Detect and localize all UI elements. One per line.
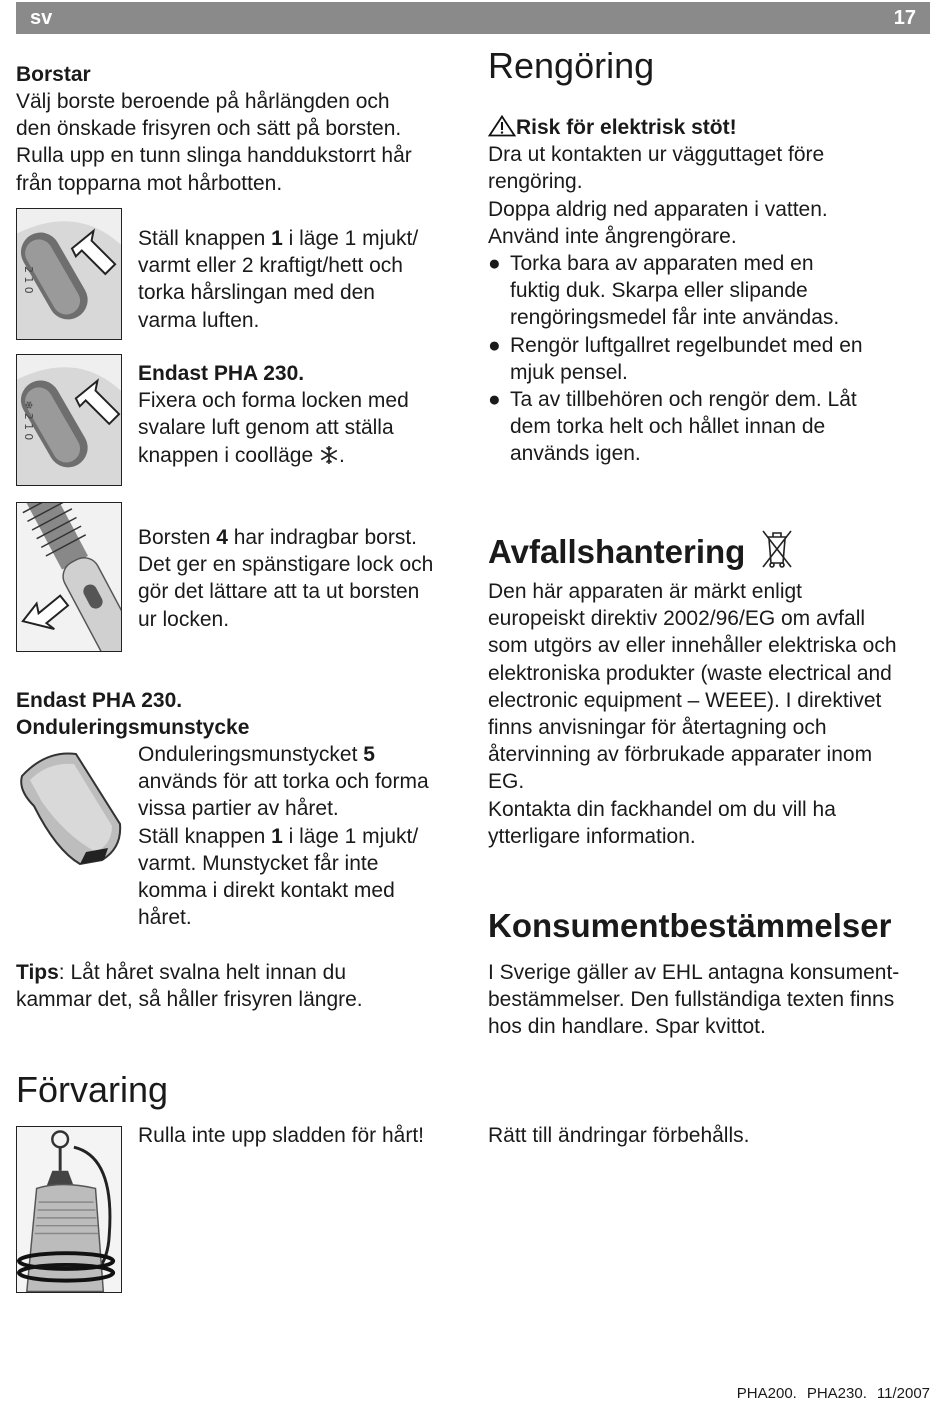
konsument-heading: Konsumentbestämmelser: [488, 907, 892, 944]
text-line: den önskade frisyren och sätt på borsten.: [16, 117, 402, 141]
text-line: Onduleringsmunstycke: [16, 716, 250, 740]
konsument-text: [488, 959, 899, 1041]
text-line: Kontakta din fackhandel om du vill ha: [488, 797, 836, 821]
text-line: finns anvisningar för återtagning och: [488, 716, 827, 740]
text-line: Välj borste beroende på hårlängden och: [16, 90, 390, 113]
page-number: 17: [893, 7, 916, 29]
text-line: I Sverige gäller av EHL antagna konsument-: [488, 961, 900, 984]
text-line: rengöring.: [488, 170, 583, 194]
text-line: varma luften.: [138, 308, 260, 332]
text-line: varmt eller 2 kraftigt/hett och: [138, 254, 403, 278]
warning-text: Risk för elektrisk stöt!: [516, 116, 737, 139]
list-item: [488, 386, 863, 468]
text-line: återvinning av förbrukade apparater inom: [488, 743, 873, 767]
warning-line: [488, 114, 863, 141]
text-line: gör det lättare att ta ut borsten: [138, 580, 420, 604]
text-line: Endast PHA 230.: [16, 689, 183, 712]
step-1-text: [138, 225, 418, 334]
text-span: Onduleringsmunstycket: [138, 743, 364, 766]
text-line: [138, 225, 418, 252]
snowflake-icon: [319, 445, 339, 465]
text-line: dem torka helt och hållet innan de: [510, 415, 826, 439]
reservation-text: Rätt till ändringar förbehålls.: [488, 1124, 750, 1147]
text-line: Använd inte ångrengörare.: [488, 224, 737, 248]
step-3-text: [138, 524, 433, 633]
text-line: Doppa aldrig ned apparaten i vatten.: [488, 197, 828, 221]
rengoring-heading: Rengöring: [488, 45, 655, 86]
language-code: sv: [30, 7, 53, 29]
storage-figure: [16, 1126, 122, 1293]
button-number: 1: [271, 227, 283, 250]
text-span: .: [338, 443, 345, 467]
svg-text:❄ 2 1 0: ❄ 2 1 0: [21, 400, 35, 441]
brush-number: 4: [216, 526, 228, 549]
warning-triangle-icon: [488, 115, 516, 137]
text-line: används för att torka och forma: [138, 770, 429, 794]
text-line: [138, 442, 409, 469]
forvaring-heading: Förvaring: [16, 1069, 169, 1110]
bullet-icon: ●: [488, 252, 501, 276]
borstar-heading: Borstar: [16, 63, 91, 86]
print-date: 11/2007: [876, 1385, 930, 1402]
text-line: håret.: [138, 906, 192, 930]
switch-figure-2: [16, 354, 122, 486]
text-line: [138, 741, 429, 768]
step-2-title: Endast PHA 230.: [138, 362, 305, 385]
ondulering-heading: [16, 687, 249, 741]
text-line: ytterligare information.: [488, 824, 696, 848]
text-line: svalare luft genom att ställa: [138, 416, 394, 440]
nozzle-figure: [16, 740, 128, 866]
text-line: bestämmelser. Den fullständiga texten finns: [488, 988, 895, 1012]
ondulering-text: [138, 741, 429, 931]
avfall-text: [488, 578, 897, 850]
text-line: Torka bara av apparaten med en: [510, 252, 814, 276]
text-line: varmt. Munstycket får inte: [138, 851, 379, 875]
text-line: kammar det, så håller frisyren längre.: [16, 988, 363, 1012]
text-span: knappen i coolläge: [138, 443, 319, 467]
tips-label: Tips: [16, 961, 59, 984]
text-span: i läge 1 mjukt/: [282, 227, 419, 250]
text-line: elektroniska produkter (waste electrical and: [488, 661, 892, 685]
text-span: i läge 1 mjukt/: [282, 824, 419, 848]
text-line: EG.: [488, 770, 525, 794]
switch-figure-1: [16, 208, 122, 340]
step-2-text: [138, 360, 409, 469]
model-code: PHA230.: [806, 1385, 867, 1402]
text-span: Ställ knappen: [138, 824, 272, 848]
avfall-heading: [488, 527, 795, 571]
rengoring-text: [488, 114, 863, 468]
text-line: ur locken.: [138, 607, 230, 631]
model-code: PHA200.: [736, 1385, 797, 1402]
text-span: har indragbar borst.: [227, 526, 418, 549]
text-span: : Låt håret svalna helt innan du: [58, 961, 346, 984]
text-span: Borsten: [138, 526, 217, 549]
text-line: som utgörs av eller innehåller elektriska och: [488, 634, 897, 658]
text-line: komma i direkt kontakt med: [138, 879, 395, 903]
text-line: används igen.: [510, 442, 641, 466]
text-line: [138, 524, 433, 551]
button-number: 1: [271, 824, 283, 848]
text-line: Det ger en spänstigare lock och: [138, 553, 434, 577]
text-line: Fixera och forma locken med: [138, 389, 409, 413]
text-line: Ta av tillbehören och rengör dem. Låt: [510, 388, 857, 412]
text-span: Ställ knappen: [138, 227, 272, 250]
text-line: Den här apparaten är märkt enligt: [488, 580, 803, 603]
nozzle-number: 5: [363, 743, 375, 766]
brush-figure: [16, 502, 122, 652]
text-line: Rulla upp en tunn slinga handdukstorrt hår: [16, 144, 412, 168]
list-item: [488, 332, 863, 386]
crossed-bin-icon: [759, 527, 795, 571]
model-footer: [737, 1385, 930, 1402]
avfall-title: Avfallshantering: [488, 533, 746, 570]
svg-text:2 1 0: 2 1 0: [21, 266, 35, 294]
list-item: [488, 250, 863, 332]
bullet-icon: ●: [488, 333, 501, 357]
text-line: mjuk pensel.: [510, 360, 628, 384]
borstar-intro: [16, 88, 412, 197]
text-line: från topparna mot hårbotten.: [16, 171, 283, 195]
text-line: vissa partier av håret.: [138, 797, 339, 821]
text-line: [138, 823, 429, 850]
text-line: fuktig duk. Skarpa eller slipande: [510, 279, 808, 303]
page-header: [16, 2, 930, 34]
text-line: Dra ut kontakten ur vägguttaget före: [488, 143, 825, 167]
text-line: electronic equipment – WEEE). I direktivet: [488, 688, 882, 712]
text-line: rengöringsmedel får inte användas.: [510, 306, 840, 330]
text-line: europeiskt direktiv 2002/96/EG om avfall: [488, 607, 866, 631]
text-line: torka hårslingan med den: [138, 281, 375, 305]
text-line: hos din handlare. Spar kvittot.: [488, 1015, 766, 1039]
tips-paragraph: [16, 959, 363, 1013]
text-line: Rengör luftgallret regelbundet med en: [510, 333, 863, 357]
text-line: [16, 959, 363, 986]
bullet-icon: ●: [488, 388, 501, 412]
forvaring-text: Rulla inte upp sladden för hårt!: [138, 1124, 425, 1147]
